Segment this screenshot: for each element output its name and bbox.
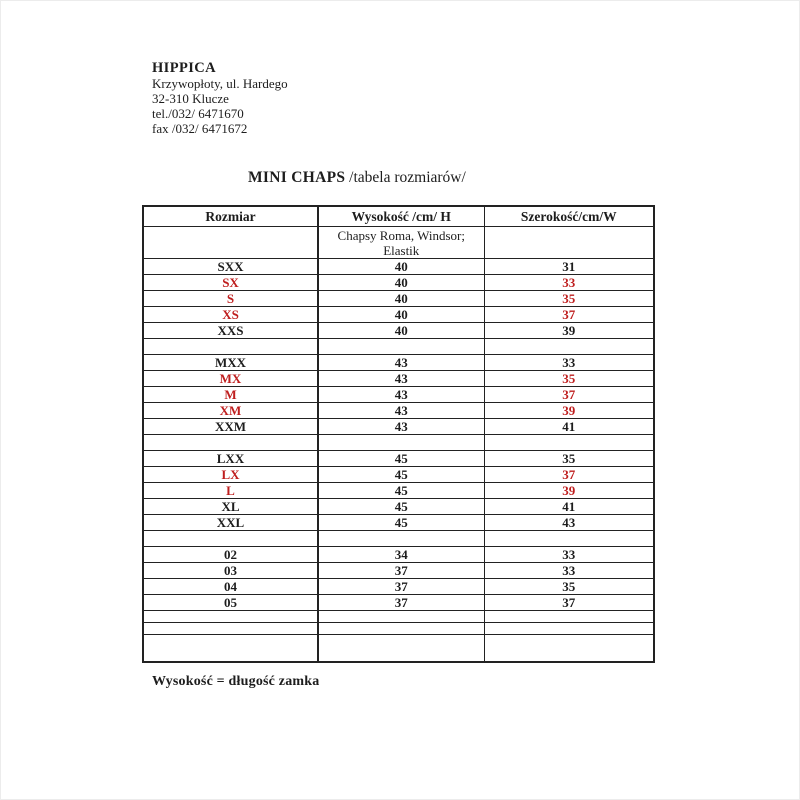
width-cell: 39: [484, 403, 654, 419]
size-cell: 03: [143, 563, 318, 579]
company-fax: fax /032/ 6471672: [152, 121, 248, 136]
size-row-xs: [143, 307, 654, 323]
size-cell: XM: [143, 403, 318, 419]
height-cell: 45: [318, 483, 484, 499]
height-cell: 45: [318, 499, 484, 515]
width-cell: 33: [484, 275, 654, 291]
size-cell: 05: [143, 595, 318, 611]
header-height-label: Wysokość /cm/: [351, 209, 437, 224]
spacer-row: [143, 435, 654, 451]
size-cell: [143, 339, 318, 355]
header-height-unit-letter: H: [440, 209, 451, 224]
height-cell: 45: [318, 515, 484, 531]
size-row-l: [143, 483, 654, 499]
header-width-label: Szerokość/cm/: [520, 209, 604, 224]
height-cell: 45: [318, 467, 484, 483]
size-row-s: [143, 291, 654, 307]
spacer-row: [143, 623, 654, 635]
size-cell: XXL: [143, 515, 318, 531]
width-cell: [484, 435, 654, 451]
height-cell: [318, 623, 484, 635]
height-cell: 40: [318, 307, 484, 323]
size-cell: [143, 623, 318, 635]
width-cell: 37: [484, 467, 654, 483]
width-cell: 41: [484, 499, 654, 515]
company-name: HIPPICA: [152, 60, 217, 76]
size-row-lx: [143, 467, 654, 483]
subheader-width-cell: [484, 227, 654, 259]
size-table-body: [143, 259, 654, 663]
size-row-sx: [143, 275, 654, 291]
height-cell: 34: [318, 547, 484, 563]
spacer-row: [143, 339, 654, 355]
height-cell: 40: [318, 259, 484, 275]
spacer-row: [143, 531, 654, 547]
footnote: Wysokość = długość zamka: [152, 674, 320, 689]
height-cell: 37: [318, 579, 484, 595]
size-cell: M: [143, 387, 318, 403]
width-cell: [484, 635, 654, 663]
size-row-sxx: [143, 259, 654, 275]
size-row-05: [143, 595, 654, 611]
size-cell: SX: [143, 275, 318, 291]
width-cell: 31: [484, 259, 654, 275]
width-cell: 37: [484, 307, 654, 323]
width-cell: 43: [484, 515, 654, 531]
size-cell: LX: [143, 467, 318, 483]
company-address-line2: 32-310 Klucze: [152, 91, 229, 106]
size-row-xm: [143, 403, 654, 419]
width-cell: 37: [484, 595, 654, 611]
subheader-models-line2: Elastik: [383, 242, 420, 258]
size-row-lxx: [143, 451, 654, 467]
spacer-row: [143, 635, 654, 663]
size-cell: LXX: [143, 451, 318, 467]
width-cell: 33: [484, 563, 654, 579]
width-cell: [484, 339, 654, 355]
height-cell: 45: [318, 451, 484, 467]
size-cell: XS: [143, 307, 318, 323]
width-cell: 39: [484, 483, 654, 499]
width-cell: 33: [484, 355, 654, 371]
height-cell: [318, 611, 484, 623]
size-row-mx: [143, 371, 654, 387]
size-row-mxx: [143, 355, 654, 371]
size-cell: SXX: [143, 259, 318, 275]
width-cell: 41: [484, 419, 654, 435]
width-cell: [484, 611, 654, 623]
width-cell: 37: [484, 387, 654, 403]
height-cell: 43: [318, 403, 484, 419]
header-size-column: Rozmiar: [143, 206, 318, 227]
company-phone: tel./032/ 6471670: [152, 106, 244, 121]
width-cell: 33: [484, 547, 654, 563]
height-cell: 37: [318, 563, 484, 579]
height-cell: 37: [318, 595, 484, 611]
subheader-models-cell: [318, 227, 484, 259]
size-cell: 02: [143, 547, 318, 563]
company-address-line1: Krzywopłoty, ul. Hardego: [152, 76, 288, 91]
size-cell: XXS: [143, 323, 318, 339]
width-cell: [484, 623, 654, 635]
size-row-xxl: [143, 515, 654, 531]
size-cell: XL: [143, 499, 318, 515]
size-cell: MXX: [143, 355, 318, 371]
document-title: [248, 169, 466, 187]
document-title-suffix: /tabela rozmiarów/: [345, 169, 466, 186]
height-cell: [318, 435, 484, 451]
subheader-models-line1: Chapsy Roma, Windsor;: [337, 227, 465, 243]
header-width-unit-letter: W: [603, 209, 617, 224]
size-row-m: [143, 387, 654, 403]
spacer-row: [143, 611, 654, 623]
table-header-row: [143, 206, 654, 227]
height-cell: 40: [318, 323, 484, 339]
subheader-size-cell: [143, 227, 318, 259]
height-cell: 40: [318, 291, 484, 307]
height-cell: [318, 531, 484, 547]
size-cell: L: [143, 483, 318, 499]
size-cell: [143, 635, 318, 663]
size-row-xl: [143, 499, 654, 515]
size-cell: S: [143, 291, 318, 307]
size-cell: XXM: [143, 419, 318, 435]
width-cell: 35: [484, 451, 654, 467]
size-row-02: [143, 547, 654, 563]
company-header: [152, 60, 288, 136]
size-cell: MX: [143, 371, 318, 387]
size-cell: [143, 435, 318, 451]
size-row-04: [143, 579, 654, 595]
height-cell: 40: [318, 275, 484, 291]
document-title-product: MINI CHAPS: [248, 169, 346, 186]
height-cell: 43: [318, 387, 484, 403]
height-cell: [318, 339, 484, 355]
width-cell: 39: [484, 323, 654, 339]
size-cell: [143, 531, 318, 547]
header-height-column: [318, 206, 484, 227]
size-table: [142, 205, 655, 663]
height-cell: 43: [318, 355, 484, 371]
header-width-column: [484, 206, 654, 227]
width-cell: [484, 531, 654, 547]
height-cell: 43: [318, 419, 484, 435]
size-cell: 04: [143, 579, 318, 595]
size-cell: [143, 611, 318, 623]
size-row-xxm: [143, 419, 654, 435]
width-cell: 35: [484, 579, 654, 595]
height-cell: 43: [318, 371, 484, 387]
table-subheader-row: [143, 227, 654, 259]
height-cell: [318, 635, 484, 663]
size-row-03: [143, 563, 654, 579]
width-cell: 35: [484, 291, 654, 307]
size-row-xxs: [143, 323, 654, 339]
width-cell: 35: [484, 371, 654, 387]
